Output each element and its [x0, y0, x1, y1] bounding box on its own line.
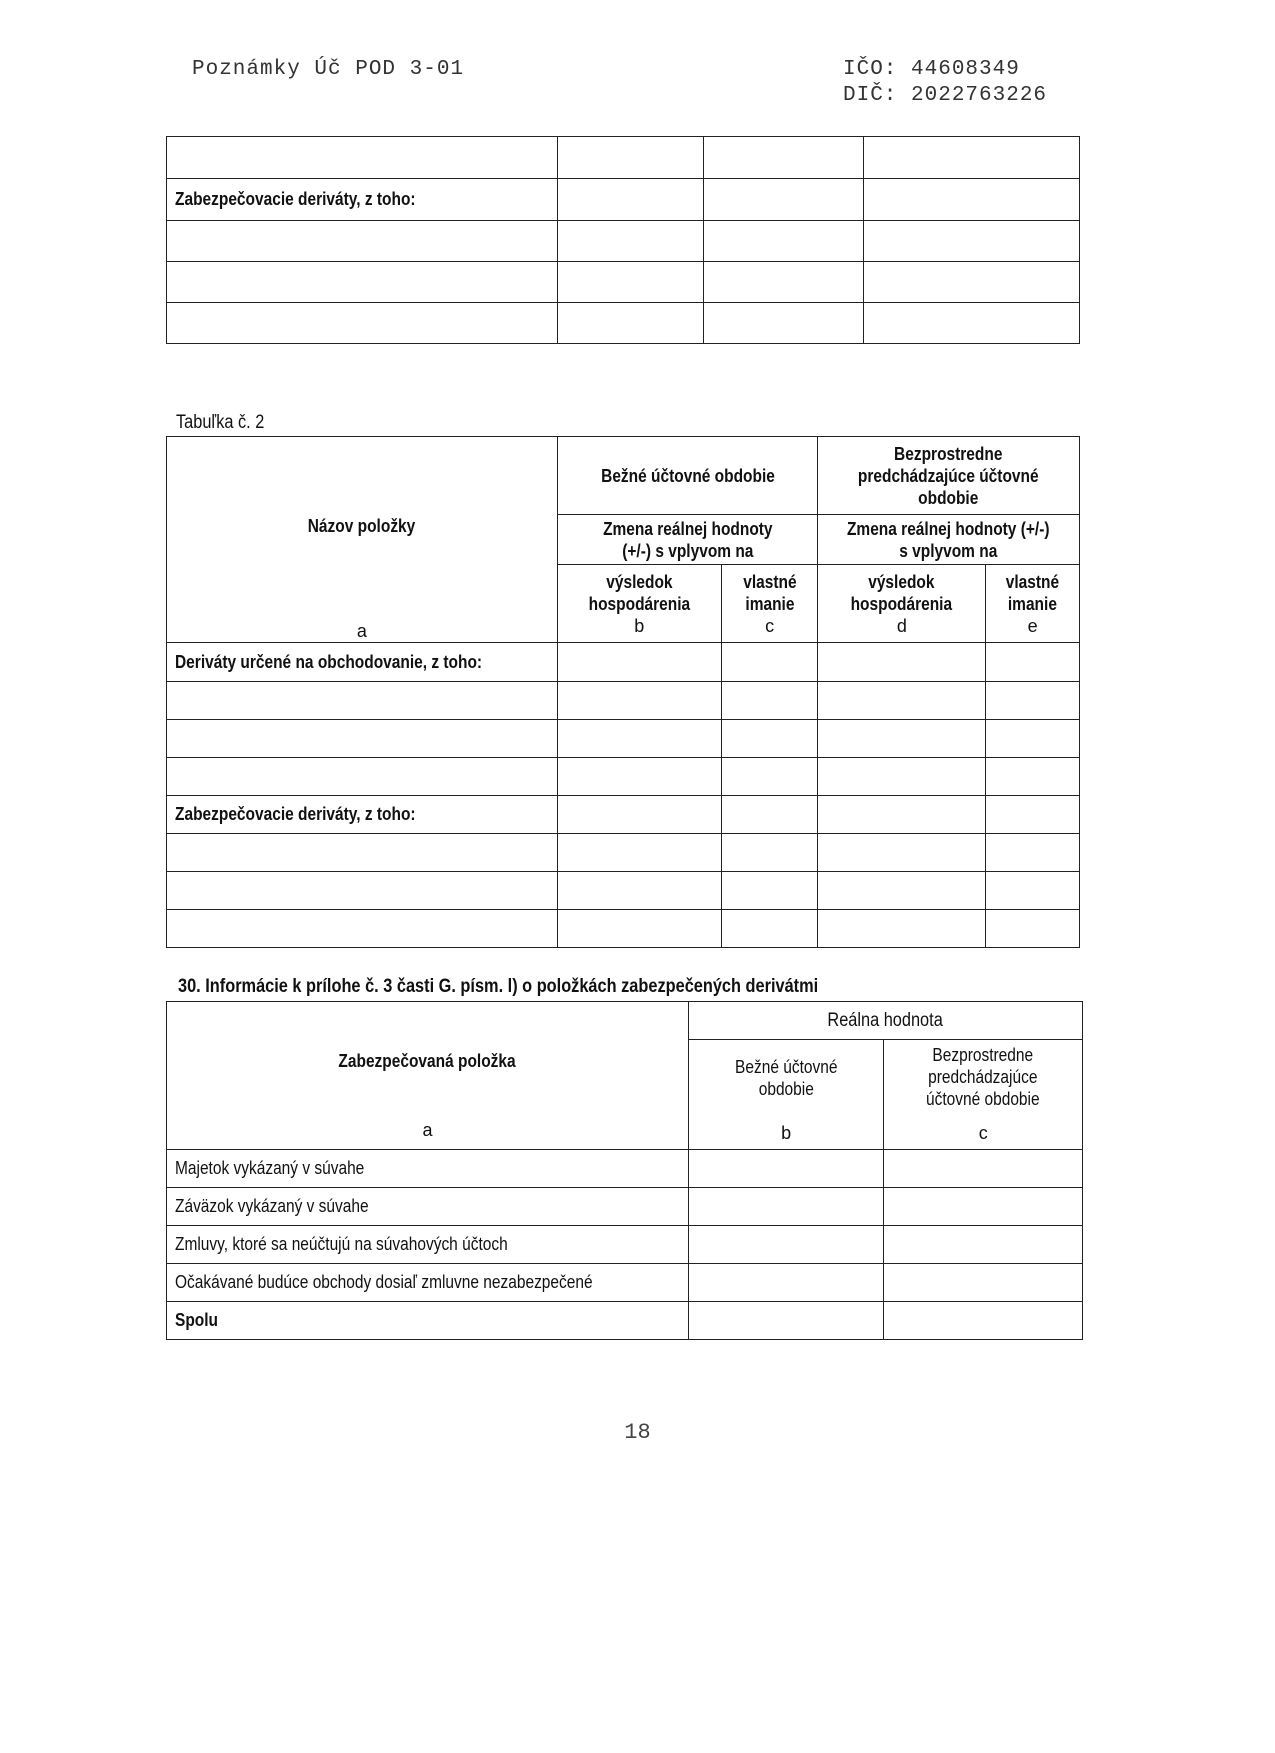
table-2-caption: Tabuľka č. 2: [176, 412, 265, 433]
row-label-assets: Majetok vykázaný v súvahe: [167, 1150, 689, 1188]
table-row: [167, 262, 1080, 303]
table-row: [167, 758, 1080, 796]
column-letter-b: b: [781, 1123, 792, 1143]
column-header-current-period: Bežné účtovné obdobie b: [688, 1040, 884, 1150]
column-header-previous-period: Bezprostredne predchádzajúce účtovné obdobie c: [884, 1040, 1083, 1150]
table-row: [167, 834, 1080, 872]
section-hedging-derivatives: Zabezpečovacie deriváty, z toho:: [167, 179, 558, 221]
ico-number: IČO: 44608349: [843, 58, 1020, 81]
column-header-item-name: Názov položky a: [167, 437, 558, 643]
column-header-change-previous: Zmena reálnej hodnoty (+/-) s vplyvom na: [818, 515, 1080, 565]
column-letter-c: c: [978, 1123, 988, 1143]
column-header-previous-period: Bezprostredne predchádzajúce účtovné obdobie: [818, 437, 1080, 515]
column-header-change-current: Zmena reálnej hodnoty (+/-) s vplyvom na: [557, 515, 818, 565]
table-row: [167, 1264, 1083, 1302]
column-letter-a: a: [356, 621, 367, 641]
section-30-heading: 30. Informácie k prílohe č. 3 časti G. písm. l) o položkách zabezpečených derivátmi: [178, 976, 819, 997]
table-row: [167, 796, 1080, 834]
table-row: [167, 643, 1080, 682]
table-row: [167, 221, 1080, 262]
column-header-fair-value: Reálna hodnota: [688, 1002, 1082, 1040]
column-header-equity-c: vlastné imanie c: [721, 565, 818, 643]
table-1: [166, 136, 1080, 344]
column-header-result-b: výsledok hospodárenia b: [557, 565, 721, 643]
table-row: [167, 137, 1080, 179]
table-row: [167, 1188, 1083, 1226]
dic-number: DIČ: 2022763226: [843, 84, 1048, 107]
column-letter-d: d: [896, 615, 907, 636]
page-number: 18: [624, 1420, 651, 1445]
table-row: [167, 1226, 1083, 1264]
section-hedging-derivatives-2: Zabezpečovacie deriváty, z toho:: [167, 796, 558, 834]
section-trading-derivatives: Deriváty určené na obchodovanie, z toho:: [167, 643, 558, 682]
column-letter-a: a: [422, 1120, 433, 1140]
column-letter-c: c: [765, 615, 775, 636]
document-header-left: Poznámky Úč POD 3-01: [192, 58, 465, 81]
column-letter-e: e: [1027, 615, 1038, 636]
column-header-equity-e: vlastné imanie e: [986, 565, 1080, 643]
table-row: [167, 1302, 1083, 1340]
table-row: [167, 720, 1080, 758]
table-row: [167, 910, 1080, 948]
table-row: [167, 872, 1080, 910]
table-row: [167, 682, 1080, 720]
column-header-current-period: Bežné účtovné obdobie: [557, 437, 818, 515]
column-header-result-d: výsledok hospodárenia d: [818, 565, 986, 643]
row-label-liabilities: Záväzok vykázaný v súvahe: [167, 1188, 689, 1226]
table-row: [167, 303, 1080, 344]
row-label-expected-transactions: Očakávané budúce obchody dosiaľ zmluvne nezabezpečené: [167, 1264, 689, 1302]
table-row: [167, 179, 1080, 221]
table-3: [166, 1001, 1083, 1340]
table-row: [167, 1150, 1083, 1188]
row-label-total: Spolu: [167, 1302, 689, 1340]
row-label-off-balance-contracts: Zmluvy, ktoré sa neúčtujú na súvahových účtoch: [167, 1226, 689, 1264]
column-letter-b: b: [634, 615, 645, 636]
table-2: [166, 436, 1080, 948]
column-header-hedged-item: Zabezpečovaná položka a: [167, 1002, 689, 1150]
